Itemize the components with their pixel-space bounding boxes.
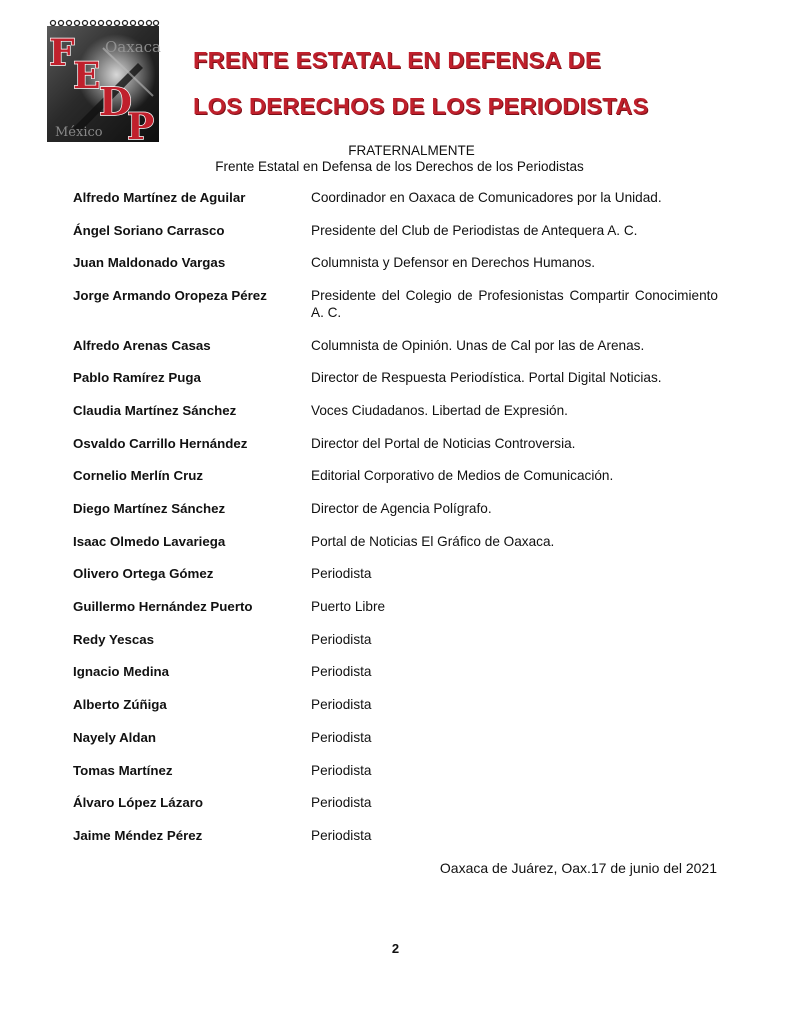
signatory-row <box>73 369 723 402</box>
signatory-name: Alberto Zúñiga <box>73 697 167 713</box>
signatory-name: Redy Yescas <box>73 631 155 647</box>
signatory-row <box>73 631 723 664</box>
signatory-row <box>73 598 723 631</box>
signatory-row <box>73 500 723 533</box>
signatory-name: Jaime Méndez Pérez <box>73 827 203 843</box>
signatory-name: Ignacio Medina <box>73 664 170 680</box>
signatory-role: Voces Ciudadanos. Libertad de Expresión. <box>311 402 568 418</box>
signatory-name: Ángel Soriano Carrasco <box>73 222 225 238</box>
signatory-role: Portal de Noticias El Gráfico de Oaxaca. <box>311 533 555 549</box>
logo-letter-e: E <box>73 55 101 97</box>
signatory-role: Editorial Corporativo de Medios de Comunicación. <box>311 468 614 484</box>
signatory-role: Periodista <box>311 566 372 582</box>
header-title-line-2: LOS DERECHOS DE LOS PERIODISTAS <box>193 93 649 119</box>
signatory-role: Puerto Libre <box>311 599 386 615</box>
signatory-role: Director del Portal de Noticias Controversia. <box>311 435 576 451</box>
signatory-name: Tomas Martínez <box>73 762 173 778</box>
signatory-row <box>73 254 723 287</box>
signatory-role: Periodista <box>311 664 372 680</box>
signatory-name: Pablo Ramírez Puga <box>73 370 201 386</box>
signatory-row <box>73 337 723 370</box>
signatory-name: Claudia Martínez Sánchez <box>73 402 237 418</box>
signatory-role: Director de Respuesta Periodística. Portal Digital Noticias. <box>311 370 662 386</box>
signatory-row <box>73 402 723 435</box>
signatory-row <box>73 762 723 795</box>
fedp-logo-graphic <box>43 18 165 144</box>
signatory-row <box>73 435 723 468</box>
signatory-name: Cornelio Merlín Cruz <box>73 468 204 484</box>
closing-salutation: FRATERNALMENTE <box>348 143 475 158</box>
signatory-name: Guillermo Hernández Puerto <box>73 599 253 615</box>
logo-letter-p: P <box>127 106 155 144</box>
signatory-role: Periodista <box>311 795 372 811</box>
signatory-row <box>73 827 723 860</box>
header-title-line-1: FRENTE ESTATAL EN DEFENSA DE <box>193 47 601 73</box>
signatory-name: Osvaldo Carrillo Hernández <box>73 435 248 451</box>
signatory-name: Isaac Olmedo Lavariega <box>73 533 226 549</box>
signatory-role: Periodista <box>311 631 372 647</box>
signatory-row <box>73 794 723 827</box>
signatory-role: Presidente del Club de Periodistas de Antequera A. C. <box>311 222 638 238</box>
signatory-role: Presidente del Colegio de Profesionistas Compartir Conocimiento A. C. <box>311 288 718 321</box>
signatory-row <box>73 467 723 500</box>
signatory-role: Periodista <box>311 762 372 778</box>
signatory-row <box>73 533 723 566</box>
signatory-role: Periodista <box>311 697 372 713</box>
signatory-name: Diego Martínez Sánchez <box>73 501 226 516</box>
signatory-name: Nayely Aldan <box>73 729 157 745</box>
signatory-role: Periodista <box>311 729 372 745</box>
signatory-role: Columnista de Opinión. Unas de Cal por las de Arenas. <box>311 337 645 353</box>
place-date: Oaxaca de Juárez, Oax.17 de junio del 2021 <box>439 860 717 876</box>
signatory-role: Columnista y Defensor en Derechos Humanos. <box>311 255 596 271</box>
signatory-name: Alfredo Arenas Casas <box>73 337 211 353</box>
signatory-row <box>73 696 723 729</box>
binding-rings-icon <box>49 20 159 26</box>
signatory-name: Juan Maldonado Vargas <box>73 255 226 271</box>
signatory-row <box>73 663 723 696</box>
signatory-name: Jorge Armando Oropeza Pérez <box>73 288 267 304</box>
fedp-logo <box>43 18 165 144</box>
closing-organization: Frente Estatal en Defensa de los Derechos de los Periodistas <box>215 159 584 174</box>
signatory-role: Coordinador en Oaxaca de Comunicadores por la Unidad. <box>311 190 662 205</box>
signatory-name: Alfredo Martínez de Aguilar <box>73 190 246 205</box>
signatory-row <box>73 222 723 255</box>
signatory-role: Director de Agencia Polígrafo. <box>311 501 492 516</box>
logo-overlay-bottom: México <box>55 125 103 140</box>
signatory-name: Olivero Ortega Gómez <box>73 566 214 582</box>
signatories-list <box>73 189 723 860</box>
logo-letter-f: F <box>49 32 75 74</box>
signatory-role: Periodista <box>311 827 372 843</box>
signatory-row <box>73 189 723 222</box>
signatory-row <box>73 287 723 337</box>
signatory-row <box>73 729 723 762</box>
signatory-name: Álvaro López Lázaro <box>73 795 204 811</box>
page-number: 2 <box>391 941 400 956</box>
logo-letter-d: D <box>99 79 132 124</box>
signatory-row <box>73 565 723 598</box>
logo-overlay-top: Oaxaca <box>105 38 161 56</box>
